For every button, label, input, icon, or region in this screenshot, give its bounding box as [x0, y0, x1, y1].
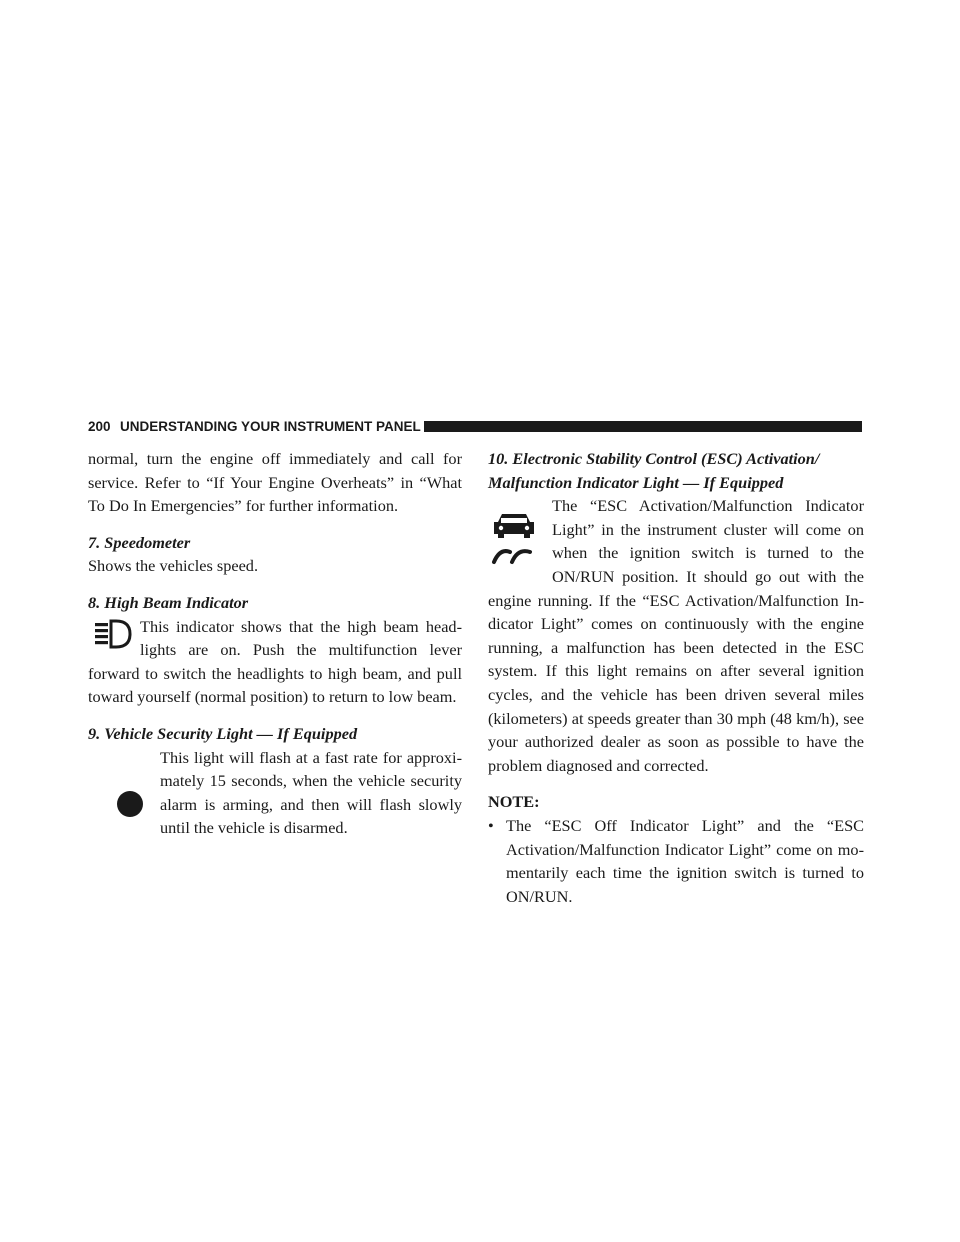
left-column: [88, 447, 462, 842]
esc-heading-line2: Malfunction Indicator Light — If Equipped: [488, 472, 784, 492]
note-label: NOTE:: [488, 792, 540, 812]
intro-paragraph: normal, turn the engine off immediately and call for service. Refer to “If Your Engine Overheats” in “What To Do In Emergencies” for further information.: [88, 449, 462, 516]
page-header: [88, 417, 862, 437]
security-light-icon: [88, 746, 160, 842]
high-beam-icon: [88, 615, 140, 659]
speedometer-text: Shows the vehicles speed.: [88, 556, 259, 576]
bullet-dot: •: [488, 815, 494, 835]
esc-skid-icon: [488, 494, 552, 588]
high-beam-text: This indicator shows that the high beam head-lights are on. Push the multifunction lever forward to switch the headlights to high beam, and pull toward yourself (normal position) to return to low beam.: [88, 616, 462, 707]
note-bullet: [488, 814, 864, 908]
esc-text: The “ESC Activation/Malfunction Indicator Light” in the instrument cluster will come on when the ignition switch is turned to the ON/RUN position. It should go out with the engine running. If the “ESC Activation/Malfunction In-dicator Light” comes on continuously with the engine running, a malfunction has been detected in the ESC system. If this light remains on after several ignition cycles, and the vehicle has been driven several miles (kilometers) at speeds greater than 30 mph (48 km/h), see your authorized dealer as soon as possible to have the problem diagnosed and corrected.: [488, 496, 864, 775]
security-text: This light will flash at a fast rate for approxi-mately 15 seconds, when the vehicle security alarm is arming, and then will flash slowly until the vehicle is disarmed.: [160, 747, 462, 838]
high-beam-heading: 8. High Beam Indicator: [88, 592, 249, 612]
page-number: 200: [88, 419, 111, 434]
note-bullet-text: The “ESC Off Indicator Light” and the “ESC Activation/Malfunction Indicator Light” come on mo-mentarily each time the ignition switch is turned to ON/RUN.: [506, 815, 864, 906]
security-heading: 9. Vehicle Security Light — If Equipped: [88, 723, 358, 743]
esc-heading-line1: 10. Electronic Stability Control (ESC) Activation/: [488, 449, 820, 468]
header-rule: [424, 421, 862, 432]
speedometer-heading: 7. Speedometer: [88, 532, 191, 552]
right-column: [488, 447, 864, 908]
section-title: UNDERSTANDING YOUR INSTRUMENT PANEL: [120, 419, 421, 434]
